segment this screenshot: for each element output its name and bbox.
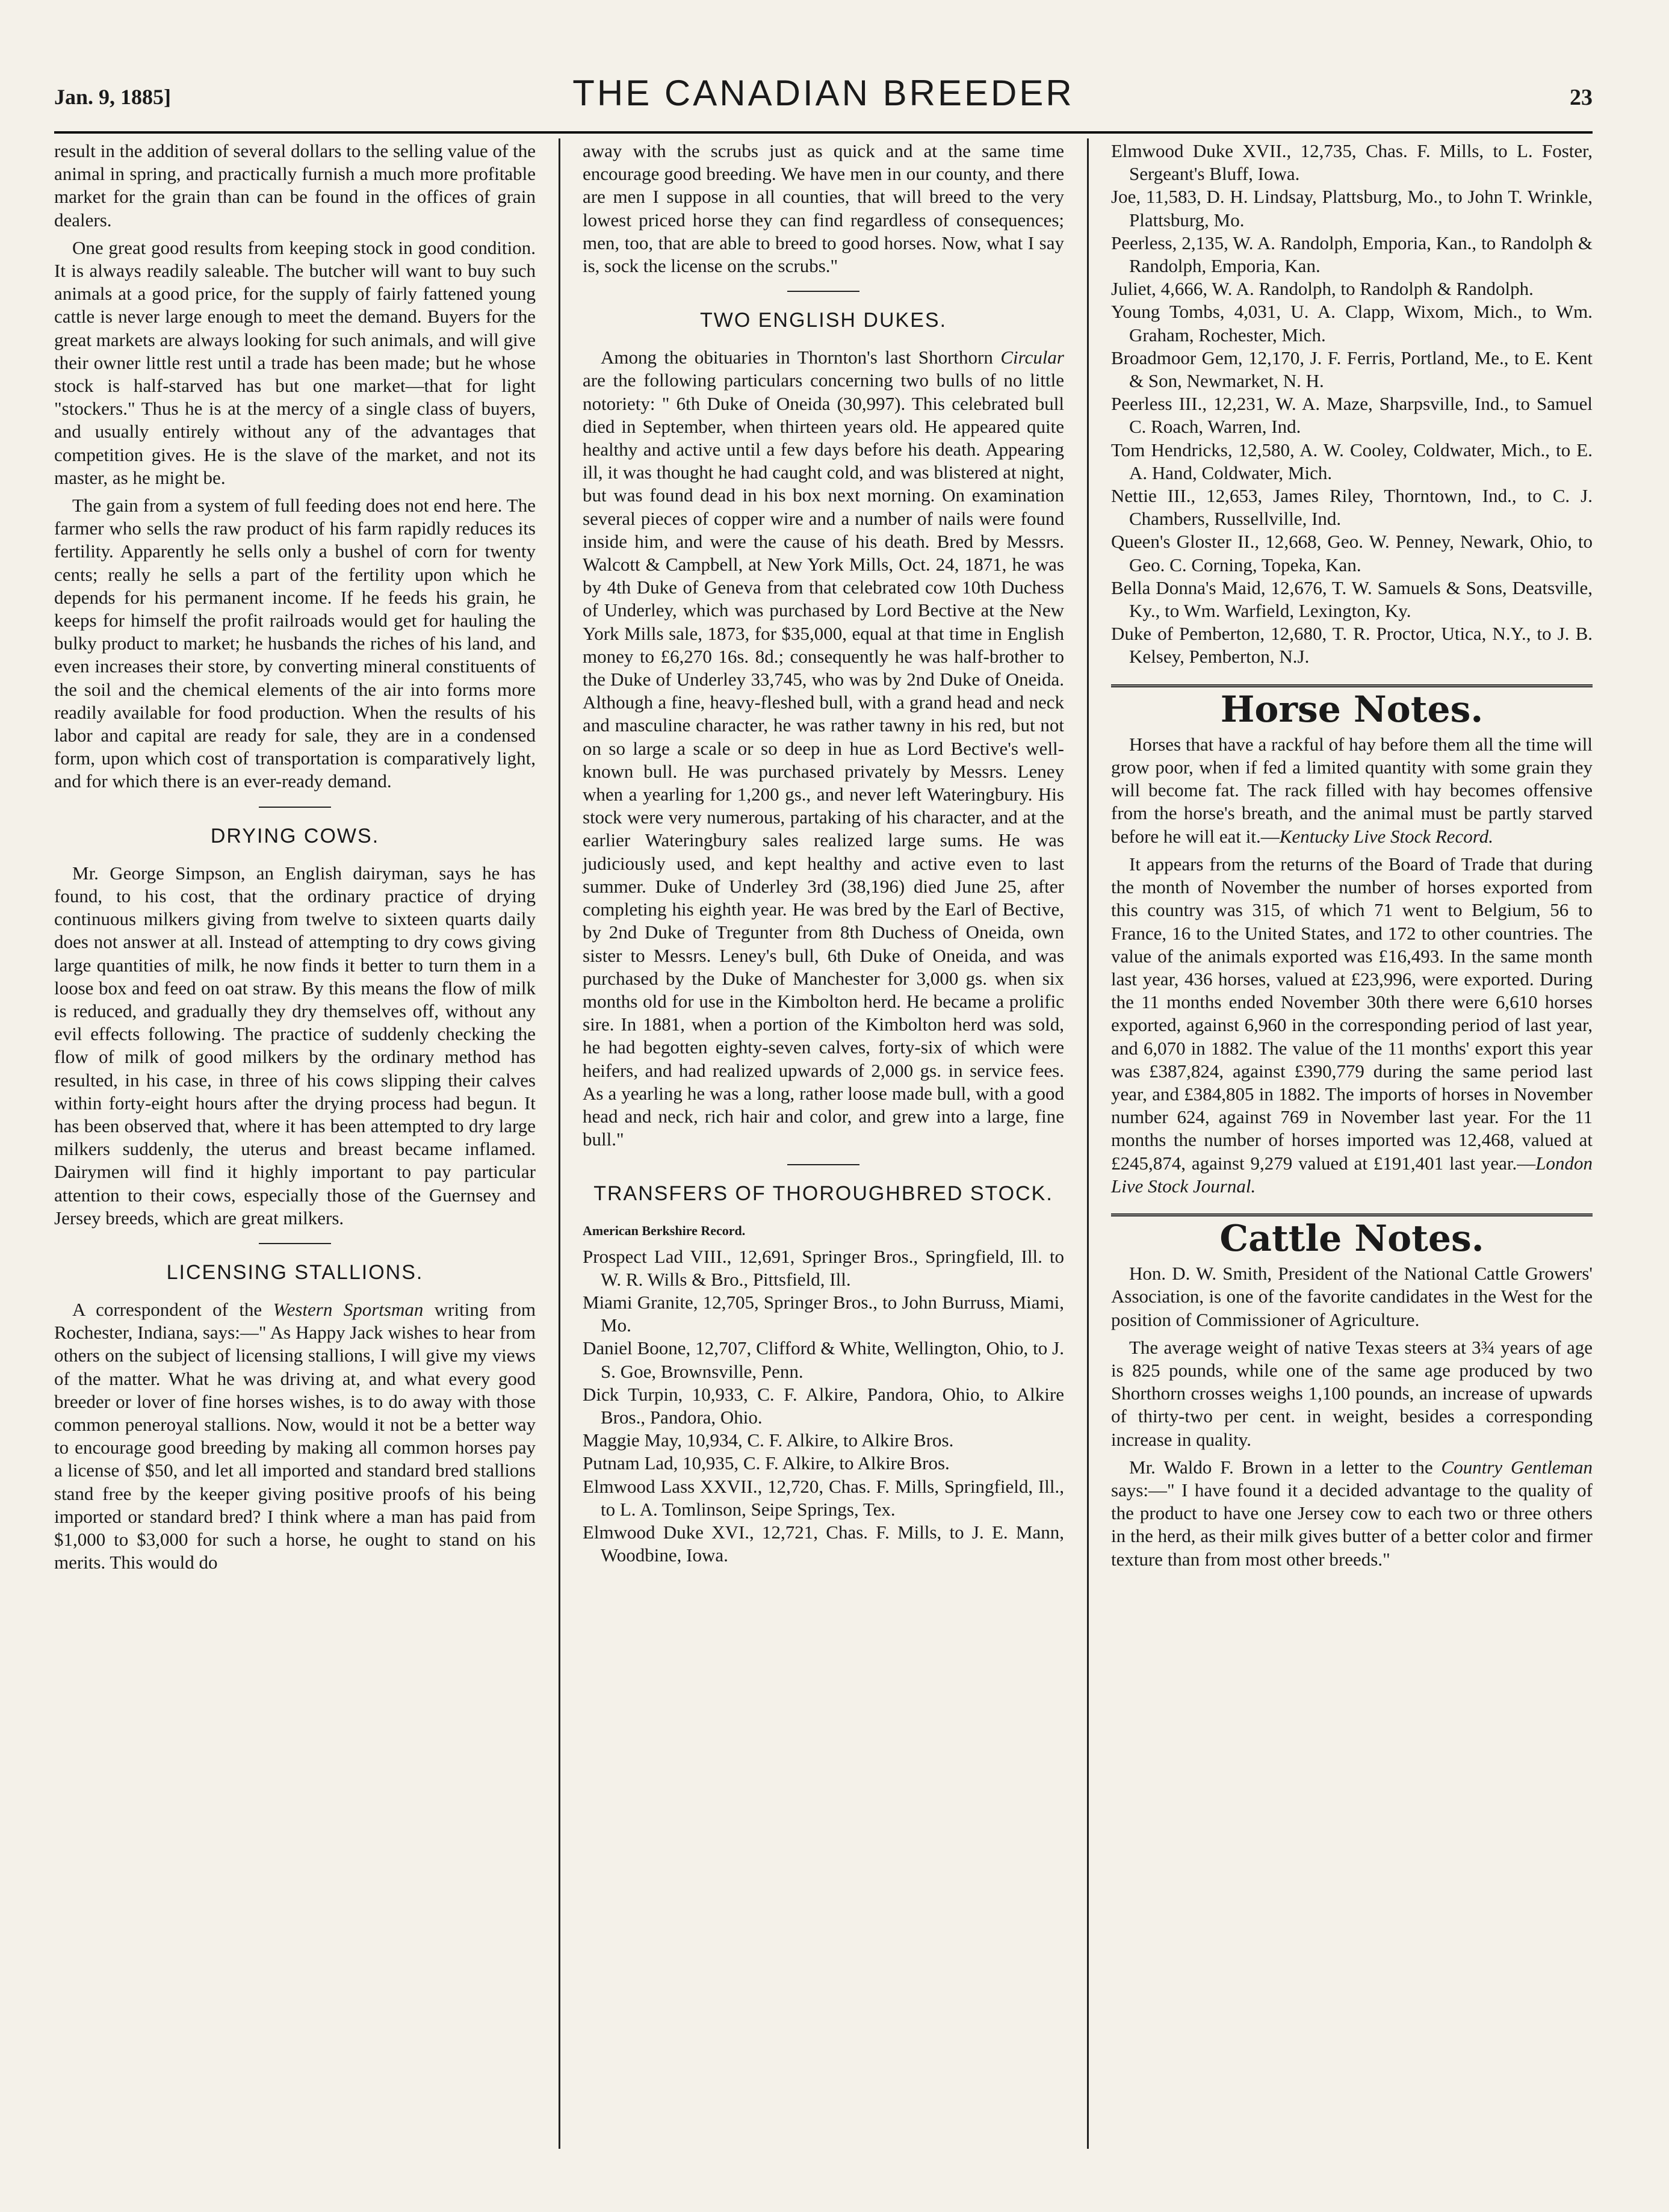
section-double-rule <box>1111 684 1593 687</box>
transfer-entry: Young Tombs, 4,031, U. A. Clapp, Wixom, Mich., to Wm. Graham, Rochester, Mich. <box>1111 301 1593 345</box>
column-1 <box>54 140 536 1579</box>
transfer-entry: Dick Turpin, 10,933, C. F. Alkire, Pandora, Ohio, to Alkire Bros., Pandora, Ohio. <box>583 1383 1064 1428</box>
text-run: says:—" I have found it a decided advantage to the quality of the product to have one Jersey cow to each two or three others in the herd, as their milk gives butter of a better color and firmer texture than from most other breeds." <box>1111 1479 1593 1570</box>
newspaper-title: THE CANADIAN BREEDER <box>572 73 1074 113</box>
text-run: writing from Rochester, Indiana, says:—" As Happy Jack wishes to hear from others on the subject of licensing stallions, I will give my views of the matter. What he was driving at, and what every good breeder or lover of fine horses wishes, is to do away with those common peneroyal stallions. Now, would it not be a better way to encourage good breeding by making all common horses pay a license of $50, and let all imported and standard bred stallions stand free by the keeper giving positive proofs of his being imported or standard bred? I think where a man has paid from $1,000 to $3,000 for such a horse, he ought to stand on his merits. This would do <box>54 1298 536 1573</box>
article-paragraph: Mr. George Simpson, an English dairyman, says he has found, to his cost, that the ordinary practice of drying continuous milkers giving from twelve to sixteen quarts daily does not answer at all. Instead of attempting to dry cows giving large quantities of milk, he now finds it better to turn them in a loose box and feed on oat straw. By this means the flow of milk is reduced, and gradually they dry themselves off, without any evil effects following. The practice of suddenly checking the flow of milk of good milkers by the ordinary method has resulted, in his case, in three of his cows slipping their calves within forty-eight hours after the drying process had begun. It has been observed that, where it has been attempted to dry large milkers suddenly, the uterus and breast became inflamed. Dairymen will find it highly important to pay particular attention to their cows, especially those of the Guernsey and Jersey breeds, which are great milkers. <box>54 862 536 1228</box>
transfer-entry: Daniel Boone, 12,707, Clifford & White, Wellington, Ohio, to J. S. Goe, Brownsville, Penn. <box>583 1337 1064 1382</box>
transfer-entry: Peerless III., 12,231, W. A. Maze, Sharpsville, Ind., to Samuel C. Roach, Warren, Ind. <box>1111 393 1593 438</box>
page-number: 23 <box>1570 85 1593 110</box>
section-double-rule <box>1111 1213 1593 1216</box>
transfer-entry: Queen's Gloster II., 12,668, Geo. W. Penney, Newark, Ohio, to Geo. C. Corning, Topeka, Kan. <box>1111 531 1593 575</box>
article-paragraph: The average weight of native Texas steers at 3¾ years of age is 825 pounds, while one of the same age produced by two Shorthorn crosses weighs 1,100 pounds, an increase of upwards of thirty-two per cent. in weight, besides a corresponding increase in quality. <box>1111 1336 1593 1450</box>
column-2 <box>583 140 1064 1567</box>
text-run: Horses that have a rackful of hay before them all the time will grow poor, when if fed a limited quantity with some grain they will become fat. The rack filled with hay becomes offensive from the horse's breath, and the animal must be partly starved before he will eat it.— <box>1111 733 1593 847</box>
transfer-entry: Maggie May, 10,934, C. F. Alkire, to Alkire Bros. <box>583 1430 954 1451</box>
article-paragraph <box>54 1298 536 1574</box>
transfer-entry: Joe, 11,583, D. H. Lindsay, Plattsburg, Mo., to John T. Wrinkle, Plattsburg, Mo. <box>1111 186 1593 231</box>
section-heading-horse-notes: Horse Notes. <box>1220 688 1484 731</box>
column-divider <box>1087 138 1089 2149</box>
article-paragraph <box>1111 853 1593 1198</box>
article-paragraph <box>1111 1456 1593 1571</box>
section-separator <box>787 1164 859 1165</box>
newspaper-page <box>54 72 1593 2155</box>
text-run: Among the obituaries in Thornton's last Shorthorn <box>601 347 1001 368</box>
masthead-rule <box>54 131 1593 134</box>
issue-date: Jan. 9, 1885] <box>54 85 172 109</box>
publication-name: Western Sportsman <box>273 1298 424 1320</box>
column-divider <box>559 138 560 2149</box>
article-paragraph: away with the scrubs just as quick and at the same time encourage good breeding. We have men in our county, and there are men I suppose in all counties, that will breed to the very lowest priced horse they can find regardless of consequences; men, too, that are able to breed to good horses. Now, what I say is, sock the license on the scrubs." <box>583 140 1064 277</box>
transfer-entry: Prospect Lad VIII., 12,691, Springer Bros., Springfield, Ill. to W. R. Wills & Bro., Pittsfield, Ill. <box>583 1245 1064 1290</box>
text-run: A correspondent of the <box>72 1298 273 1320</box>
section-heading-transfers: TRANSFERS OF THOROUGHBRED STOCK. <box>593 1182 1053 1206</box>
section-heading-licensing-stallions: LICENSING STALLIONS. <box>166 1260 424 1284</box>
text-run: are the following particulars concerning two bulls of no little notoriety: " 6th Duke of Oneida (30,997). This celebrated bull died in September, when thirteen years old. He appeared quite healthy and active until a few days before his death. Appearing ill, it was thought he had caught cold, and was blistered at night, but was found dead in his box next morning. On examination several pieces of copper wire and a number of nails were found inside him, and were the cause of his death. Bred by Messrs. Walcott & Campbell, at New York Mills, Oct. 24, 1871, he was by 4th Duke of Geneva from that celebrated cow 10th Duchess of Underley, which was purchased by Lord Bective at the New York Mills sale, 1873, for $35,000, equal at that time in English money to £6,270 16s. 8d.; consequently he was half-brother to the Duke of Underley 33,745, who was by 2nd Duke of Oneida. Although a fine, heavy-fleshed bull, with a grand head and neck and masculine character, he was rather tawny in his red, but not on so large a scale or so deep in hue as Lord Bective's well-known bull. He was purchased privately by Messrs. Leney when a yearling for 1,200 gs., and never left Wateringbury. His stock were very numerous, partaking of his character, and at the earlier Wateringbury sales realized large sums. He was judiciously used, and kept healthy and active even to last summer. Duke of Underley 3rd (38,196) died June 25, after completing his eighth year. He was bred by the Earl of Bective, by 2nd Duke of Tregunter from 8th Duchess of Oneida, own sister to Messrs. Leney's bull, 6th Duke of Oneida, and was purchased by the Duke of Manchester for 3,000 gs. when six months old for use in the Kimbolton herd. He became a prolific sire. In 1881, when a portion of the Kimbolton herd was sold, he had begotten eighty-seven calves, forty-six of which were heifers, and had realized upwards of 2,000 gs. in service fees. As a yearling he was a long, rather loose made bull, with a good head and neck, rich hair and color, and grew into a large, fine bull." <box>583 370 1064 1150</box>
article-paragraph: result in the addition of several dollars to the selling value of the animal in spring, and practically furnish a much more profitable market for the grain than can be found in the offices of grain dealers. <box>54 140 536 231</box>
section-heading-cattle-notes: Cattle Notes. <box>1219 1217 1484 1260</box>
text-run: Mr. Waldo F. Brown in a letter to the <box>1129 1456 1441 1478</box>
article-paragraph: One great good results from keeping stock in good condition. It is always readily saleable. The butcher will want to buy such animals at a good price, for the supply of fairly fattened young cattle is never large enough to meet the demand. Buyers for the great markets are always looking for such animals, and will give their owner little rest until a trade has been made; but he whose stock is half-starved has but one market—that for light "stockers." Thus he is at the mercy of a single class of buyers, and usually entirely without any of the advantages that competition gives. He is the slave of the market, and not its master, as he might be. <box>54 237 536 488</box>
transfer-entry: Elmwood Duke XVI., 12,721, Chas. F. Mills, to J. E. Mann, Woodbine, Iowa. <box>583 1521 1064 1566</box>
publication-name: London Live Stock Journal. <box>1111 1152 1593 1197</box>
section-heading-drying-cows: DRYING COWS. <box>210 824 380 847</box>
publication-name: Circular <box>1000 347 1064 368</box>
transfer-entry: Nettie III., 12,653, James Riley, Thorntown, Ind., to C. J. Chambers, Russellville, Ind. <box>1111 485 1593 530</box>
publication-name: Kentucky Live Stock Record. <box>1279 825 1493 847</box>
transfer-entry: Duke of Pemberton, 12,680, T. R. Proctor, Utica, N.Y., to J. B. Kelsey, Pemberton, N.J. <box>1111 623 1593 668</box>
transfer-entry: Juliet, 4,666, W. A. Randolph, to Randolph & Randolph. <box>1111 278 1534 300</box>
section-heading-two-english-dukes: TWO ENGLISH DUKES. <box>699 309 947 332</box>
transfer-entry: Miami Granite, 12,705, Springer Bros., to John Burruss, Miami, Mo. <box>583 1291 1064 1336</box>
transfer-entry: Bella Donna's Maid, 12,676, T. W. Samuels & Sons, Deatsville, Ky., to Wm. Warfield, Lexington, Ky. <box>1111 577 1593 622</box>
publication-name: Country Gentleman <box>1441 1456 1593 1478</box>
transfer-entry: Elmwood Lass XXVII., 12,720, Chas. F. Mills, Springfield, Ill., to L. A. Tomlinson, Seipe Springs, Tex. <box>583 1475 1064 1520</box>
section-separator <box>787 291 859 292</box>
article-paragraph: Hon. D. W. Smith, President of the National Cattle Growers' Association, is one of the favorite candidates in the West for the position of Commissioner of Agriculture. <box>1111 1263 1593 1330</box>
transfer-entry: Elmwood Duke XVII., 12,735, Chas. F. Mills, to L. Foster, Sergeant's Bluff, Iowa. <box>1111 140 1593 185</box>
column-3 <box>1111 140 1593 1576</box>
transfer-entry: Putnam Lad, 10,935, C. F. Alkire, to Alkire Bros. <box>583 1452 950 1474</box>
transfer-entry: Tom Hendricks, 12,580, A. W. Cooley, Coldwater, Mich., to E. A. Hand, Coldwater, Mich. <box>1111 439 1593 483</box>
article-paragraph: The gain from a system of full feeding does not end here. The farmer who sells the raw product of his farm rapidly reduces its fertility. Apparently he sells only a bushel of corn for twenty cents; really he sells a part of the fertility upon which he depends for his permanent income. If he feeds his grain, he keeps for himself the profit railroads would get for hauling the bulky product to market; he husbands the riches of his land, and even increases their store, by converting mineral constituents of the soil and the chemical elements of the air into forms more readily available for food production. When the results of his labor and capital are ready for sale, they are in a condensed form, upon which cost of transportation is comparatively light, and for which there is an ever-ready demand. <box>54 495 536 792</box>
article-paragraph <box>583 346 1064 1151</box>
text-run: It appears from the returns of the Board of Trade that during the month of November the number of horses exported from this country was 315, of which 71 went to Belgium, 56 to France, 16 to the United States, and 172 to other countries. The value of the animals exported was £16,493. In the same month last year, 436 horses, valued at £23,996, were exported. During the 11 months ended November 30th there were 6,610 horses exported, against 6,960 in the corresponding period of last year, and 6,070 in 1882. The value of the 11 months' export this year was £387,824, against £390,779 during the same period last year, and £384,805 in 1882. The imports of horses in November number 624, against 769 in November last year. For the 11 months the number of horses imported was 12,468, valued at £245,874, against 9,279 valued at £191,401 last year.— <box>1111 853 1593 1174</box>
masthead <box>54 72 1593 130</box>
article-paragraph <box>1111 733 1593 848</box>
transfers-source: American Berkshire Record. <box>583 1223 746 1239</box>
transfer-entry: Broadmoor Gem, 12,170, J. F. Ferris, Portland, Me., to E. Kent & Son, Newmarket, N. H. <box>1111 347 1593 392</box>
section-separator <box>259 1243 331 1244</box>
section-separator <box>259 807 331 808</box>
transfer-entry: Peerless, 2,135, W. A. Randolph, Emporia, Kan., to Randolph & Randolph, Emporia, Kan. <box>1111 232 1593 277</box>
